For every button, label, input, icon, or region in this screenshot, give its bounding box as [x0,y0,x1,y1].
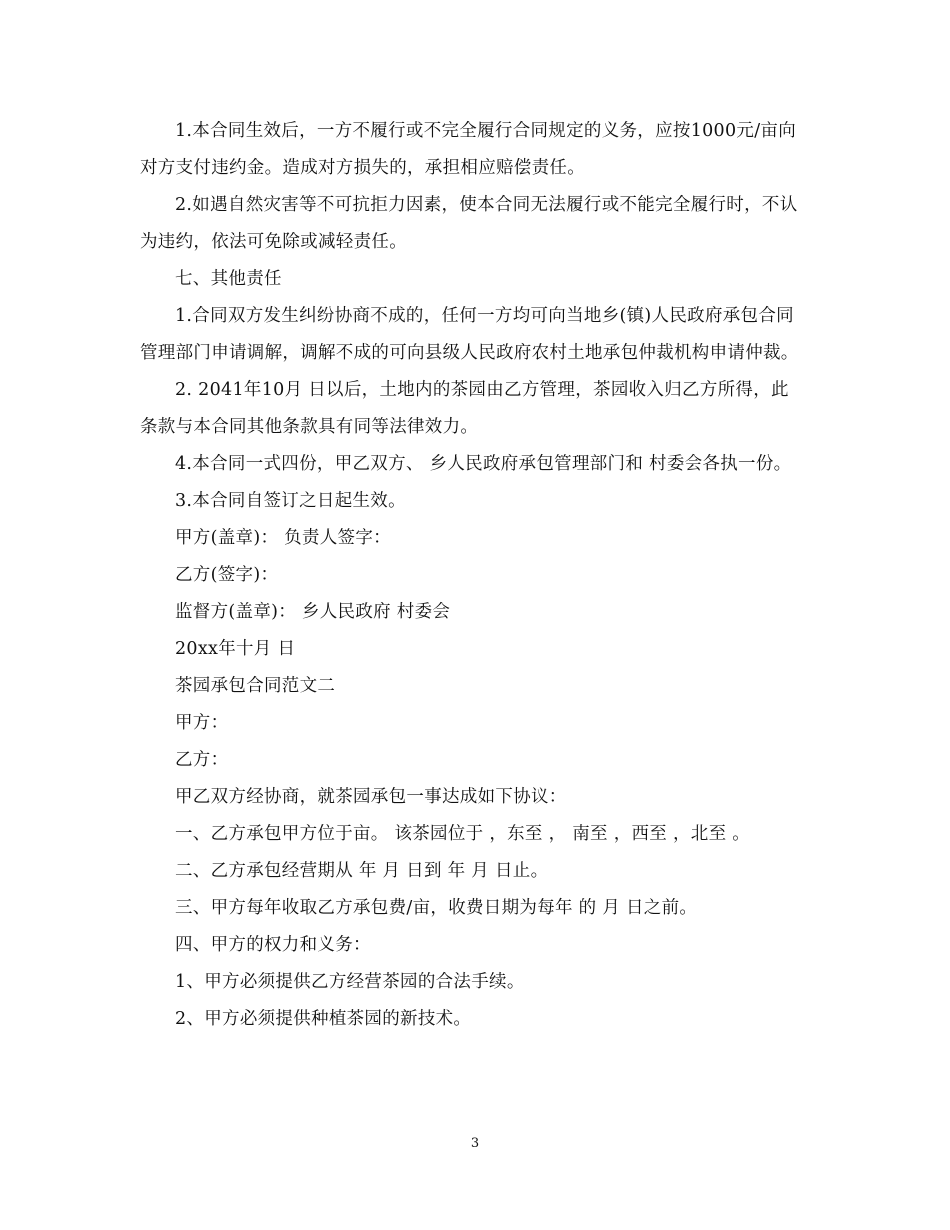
article-3-fee: 三、甲方每年收取乙方承包费/亩，收费日期为每年 的 月 日之前。 [175,898,698,918]
party-b-label: 乙方： [175,750,229,770]
party-a-signature-line: 甲方(盖章)： 负责人签字： [175,528,391,548]
party-b-signature-line: 乙方(签字)： [175,565,279,585]
page-number: 3 [470,1136,480,1151]
article-1-location: 一、乙方承包甲方位于亩。 该茶园位于 ，东至 ， 南至 ，西至 ，北至 。 [175,824,751,844]
signing-date: 20xx年十月 日 [175,639,296,659]
clause-force-majeure: 2.如遇自然灾害等不可抗拒力因素，使本合同无法履行或不能完全履行时，不认为违约，依法可免除或减轻责任。 [140,195,798,252]
article-4-heading: 四、甲方的权力和义务： [175,935,371,955]
second-contract-title: 茶园承包合同范文二 [175,676,336,696]
clause-dispute: 1.合同双方发生纠纷协商不成的，任何一方均可向当地乡(镇)人民政府承包合同管理部门申请调解，调解不成的可向县级人民政府农村土地承包仲裁机构申请仲裁。 [140,306,799,363]
document-body [140,113,800,1038]
section-heading-other-responsibilities: 七、其他责任 [175,269,282,289]
party-a-label: 甲方： [175,713,229,733]
article-4-item-1: 1、甲方必须提供乙方经营茶园的合法手续。 [175,972,525,992]
clause-tea-garden-management: 2. 2041年10月 日以后，土地内的茶园由乙方管理，茶园收入归乙方所得，此条款与本合同其他条款具有同等法律效力。 [140,380,789,437]
article-4-item-2: 2、甲方必须提供种植茶园的新技术。 [175,1009,472,1029]
clause-copies: 4.本合同一式四份，甲乙双方、 乡人民政府承包管理部门和 村委会各执一份。 [175,454,792,474]
clause-effective: 3.本合同自签订之日起生效。 [175,491,406,511]
agreement-intro: 甲乙双方经协商，就茶园承包一事达成如下协议： [175,787,567,807]
clause-penalty: 1.本合同生效后，一方不履行或不完全履行合同规定的义务，应按1000元/亩向对方支付违约金。造成对方损失的，承担相应赔偿责任。 [140,121,797,178]
article-2-term: 二、乙方承包经营期从 年 月 日到 年 月 日止。 [175,861,549,881]
supervisor-signature-line: 监督方(盖章)： 乡人民政府 村委会 [175,602,451,622]
